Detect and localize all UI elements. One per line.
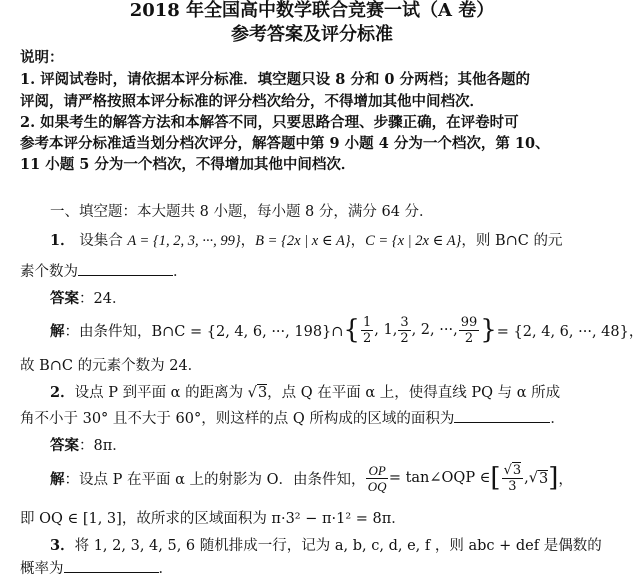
note-2-line-2: 参考本评分标准适当划分档次评分，解答题中第 9 小题 4 分为一个档次，第 10、 (20, 135, 550, 152)
question-number: 1． (50, 232, 75, 249)
question-text: 设集合 (79, 233, 123, 249)
question-text: 素个数为 (20, 264, 78, 280)
question-1-line-1 (50, 229, 562, 250)
question-2-solution: 解 ：设点 P 在平面 α 上的射影为 O．由条件知， $\frac{OP}{OQ}$ = tan∠OQP ∈ [ $\frac{√3}{3}$ , √ 3 ] ， (50, 462, 573, 494)
question-text: 角不小于 30° 且不大于 60°，则这样的点 Q 所构成的区域的面积为 (20, 411, 455, 427)
answer-label: 答案 (50, 290, 79, 307)
solution-label: 解 (50, 322, 65, 340)
question-text: 将 1, 2, 3, 4, 5, 6 随机排成一行，记为 a, b, c, d, e, f ，则 abc + def 是偶数的 (74, 538, 602, 554)
answer-label: 答案 (50, 437, 79, 454)
question-2-line-1: 2．设点 P 到平面 α 的距离为 √3，点 Q 在平面 α 上，使得直线 PQ 与 α 所成 (50, 384, 561, 401)
document-subtitle: 参考答案及评分标准 (231, 24, 393, 45)
set-b: B = {2x | x ∈ A} (255, 233, 351, 249)
solution-text: = tan∠OQP ∈ (388, 470, 491, 486)
bracket: ] (548, 463, 559, 493)
question-number: 2． (50, 384, 75, 401)
question-number: 3． (50, 537, 75, 554)
question-text: ，则 B∩C 的元 (461, 233, 563, 249)
fraction: $\frac{99}{2}$ (460, 314, 478, 346)
question-2-conclusion: 即 OQ ∈ [1, 3]，故所求的区域面积为 π·3² − π·1² = 8π． (20, 511, 406, 527)
set-c: C = {x | 2x ∈ A} (365, 233, 462, 249)
question-text: ． (550, 411, 565, 427)
solution-text: , 2, ···, (411, 322, 458, 338)
answer-blank (78, 261, 173, 276)
fraction: $\frac{√3}{3}$ (503, 462, 522, 494)
answer-value: ：8π． (79, 438, 127, 454)
fraction: $\frac{OP}{OQ}$ (367, 462, 387, 494)
answer-blank (64, 558, 159, 573)
sqrt-value: 3 (257, 385, 268, 401)
solution-label: 解 (50, 470, 65, 488)
fraction: $\frac{1}{2}$ (362, 314, 372, 346)
answer-value: ：24． (79, 291, 127, 307)
note-1-line-1: 1. 评阅试卷时，请依据本评分标准．填空题只设 8 分和 0 分两档；其他各题的 (20, 71, 531, 88)
separator: ， (350, 233, 366, 249)
solution-text: , 1, (374, 322, 398, 338)
solution-text: ， (558, 471, 573, 488)
solution-text: = {2, 4, 6, ···, 48}， (496, 323, 643, 340)
question-text: 概率为 (20, 561, 64, 577)
document-title: 2018 年全国高中数学联合竞赛一试（A 卷） (129, 0, 495, 21)
question-3-line-2: 概率为 ． (20, 557, 173, 578)
answer-blank (454, 408, 550, 423)
question-1-solution (50, 312, 643, 348)
question-1-answer (50, 287, 126, 308)
question-3-line-1 (50, 534, 602, 555)
notes-heading: 说明： (20, 49, 64, 66)
question-1-conclusion: 故 B∩C 的元素个数为 24． (20, 358, 203, 374)
note-2-line-3: 11 小题 5 分为一个档次，不得增加其他中间档次． (20, 156, 356, 173)
solution-text: ：设点 P 在平面 α 上的射影为 O．由条件知， (64, 471, 366, 488)
brace: { (343, 315, 360, 345)
section-heading: 一、填空题：本大题共 8 小题，每小题 8 分，满分 64 分． (50, 204, 434, 220)
brace: } (480, 315, 497, 345)
separator: ， (240, 233, 256, 249)
bracket: [ (490, 463, 501, 493)
fraction: $\frac{3}{2}$ (400, 314, 409, 346)
sqrt-value: 3 (539, 470, 549, 487)
question-2-answer (50, 434, 127, 455)
solution-text: ：由条件知，B∩C = {2, 4, 6, ···, 198}∩ (64, 323, 344, 340)
question-text: ，点 Q 在平面 α 上，使得直线 PQ 与 α 所成 (267, 385, 561, 401)
solution-text: , (524, 470, 529, 486)
set-a: A = {1, 2, 3, ···, 99} (127, 233, 241, 249)
question-2-line-2 (20, 407, 565, 428)
note-1-line-2: 评阅，请严格按照本评分标准的评分档次给分，不得增加其他中间档次． (20, 93, 484, 110)
question-text: 设点 P 到平面 α 的距离为 (74, 385, 244, 401)
note-2-line-1: 2. 如果考生的解答方法和本解答不同，只要思路合理、步骤正确，在评卷时可 (20, 114, 519, 131)
question-1-line-2: 素个数为 ． (20, 260, 188, 281)
